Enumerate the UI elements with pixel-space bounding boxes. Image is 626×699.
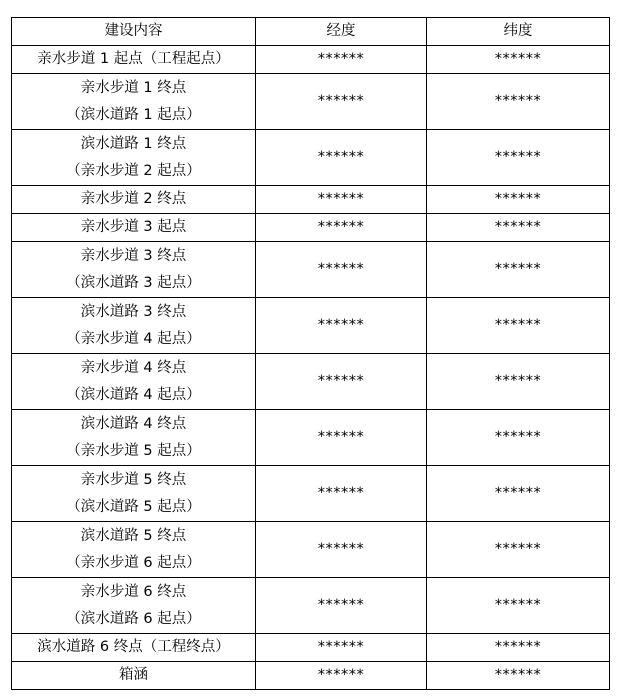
construction-content-cell [12,522,256,578]
construction-content-line: 亲水步道 6 终点 [80,583,187,600]
table-row [12,186,610,214]
construction-content-line: 滨水道路 6 终点（工程终点） [37,639,230,655]
longitude-cell: ****** [256,466,427,522]
construction-content-line: （亲水步道 6 起点） [66,554,201,571]
construction-content-cell [12,214,256,242]
construction-content-cell [12,410,256,466]
construction-content-line: （滨水道路 3 起点） [66,274,201,291]
construction-content-cell [12,242,256,298]
latitude-cell: ****** [427,186,610,214]
construction-content-line: 滨水道路 4 终点 [80,415,187,432]
longitude-cell: ****** [256,74,427,130]
header-latitude: 纬度 [427,18,610,46]
latitude-cell: ****** [427,46,610,74]
construction-content-line: （滨水道路 4 起点） [66,386,201,403]
table-row [12,130,610,186]
longitude-cell: ****** [256,662,427,690]
construction-content-cell [12,46,256,74]
table-row [12,214,610,242]
construction-content-line: （亲水步道 4 起点） [66,330,201,347]
latitude-cell: ****** [427,298,610,354]
construction-content-cell [12,662,256,690]
header-longitude: 经度 [256,18,427,46]
table-row [12,354,610,410]
table-body [12,46,610,690]
table-row [12,242,610,298]
table-row [12,410,610,466]
construction-content-cell [12,298,256,354]
construction-content-line: 滨水道路 5 终点 [80,527,187,544]
latitude-cell: ****** [427,214,610,242]
construction-content-line: （滨水道路 5 起点） [66,498,201,515]
construction-content-line: 滨水道路 3 终点 [80,303,187,320]
longitude-cell: ****** [256,578,427,634]
header-row [12,18,610,46]
table-row [12,74,610,130]
table-row [12,522,610,578]
table-row [12,662,610,690]
table-row [12,634,610,662]
longitude-cell: ****** [256,634,427,662]
latitude-cell: ****** [427,578,610,634]
latitude-cell: ****** [427,354,610,410]
latitude-cell: ****** [427,242,610,298]
longitude-cell: ****** [256,214,427,242]
longitude-cell: ****** [256,354,427,410]
construction-content-line: 亲水步道 4 终点 [80,359,187,376]
table-row [12,466,610,522]
construction-content-cell [12,634,256,662]
longitude-cell: ****** [256,410,427,466]
construction-content-cell [12,466,256,522]
latitude-cell: ****** [427,74,610,130]
latitude-cell: ****** [427,634,610,662]
latitude-cell: ****** [427,522,610,578]
table-row [12,298,610,354]
longitude-cell: ****** [256,522,427,578]
construction-content-cell [12,578,256,634]
construction-content-cell [12,354,256,410]
construction-content-line: 亲水步道 1 终点 [80,79,187,96]
construction-content-cell [12,186,256,214]
construction-content-line: 亲水步道 3 终点 [80,247,187,264]
construction-content-line: 亲水步道 5 终点 [80,471,187,488]
latitude-cell: ****** [427,662,610,690]
longitude-cell: ****** [256,46,427,74]
longitude-cell: ****** [256,130,427,186]
construction-content-line: （亲水步道 5 起点） [66,442,201,459]
table-header [12,18,610,46]
construction-content-line: 滨水道路 1 终点 [80,135,187,152]
latitude-cell: ****** [427,466,610,522]
coordinates-table [11,17,610,690]
construction-content-line: （亲水步道 2 起点） [66,162,201,179]
construction-content-cell [12,130,256,186]
header-construction-content: 建设内容 [12,18,256,46]
construction-content-line: 亲水步道 1 起点（工程起点） [37,51,230,67]
construction-content-line: 亲水步道 3 起点 [80,219,187,235]
table-row [12,46,610,74]
table-row [12,578,610,634]
construction-content-line: 箱涵 [119,667,148,683]
construction-content-line: （滨水道路 1 起点） [66,106,201,123]
latitude-cell: ****** [427,410,610,466]
construction-content-cell [12,74,256,130]
latitude-cell: ****** [427,130,610,186]
longitude-cell: ****** [256,298,427,354]
longitude-cell: ****** [256,186,427,214]
construction-content-line: 亲水步道 2 终点 [80,191,187,207]
construction-content-line: （滨水道路 6 起点） [66,610,201,627]
longitude-cell: ****** [256,242,427,298]
